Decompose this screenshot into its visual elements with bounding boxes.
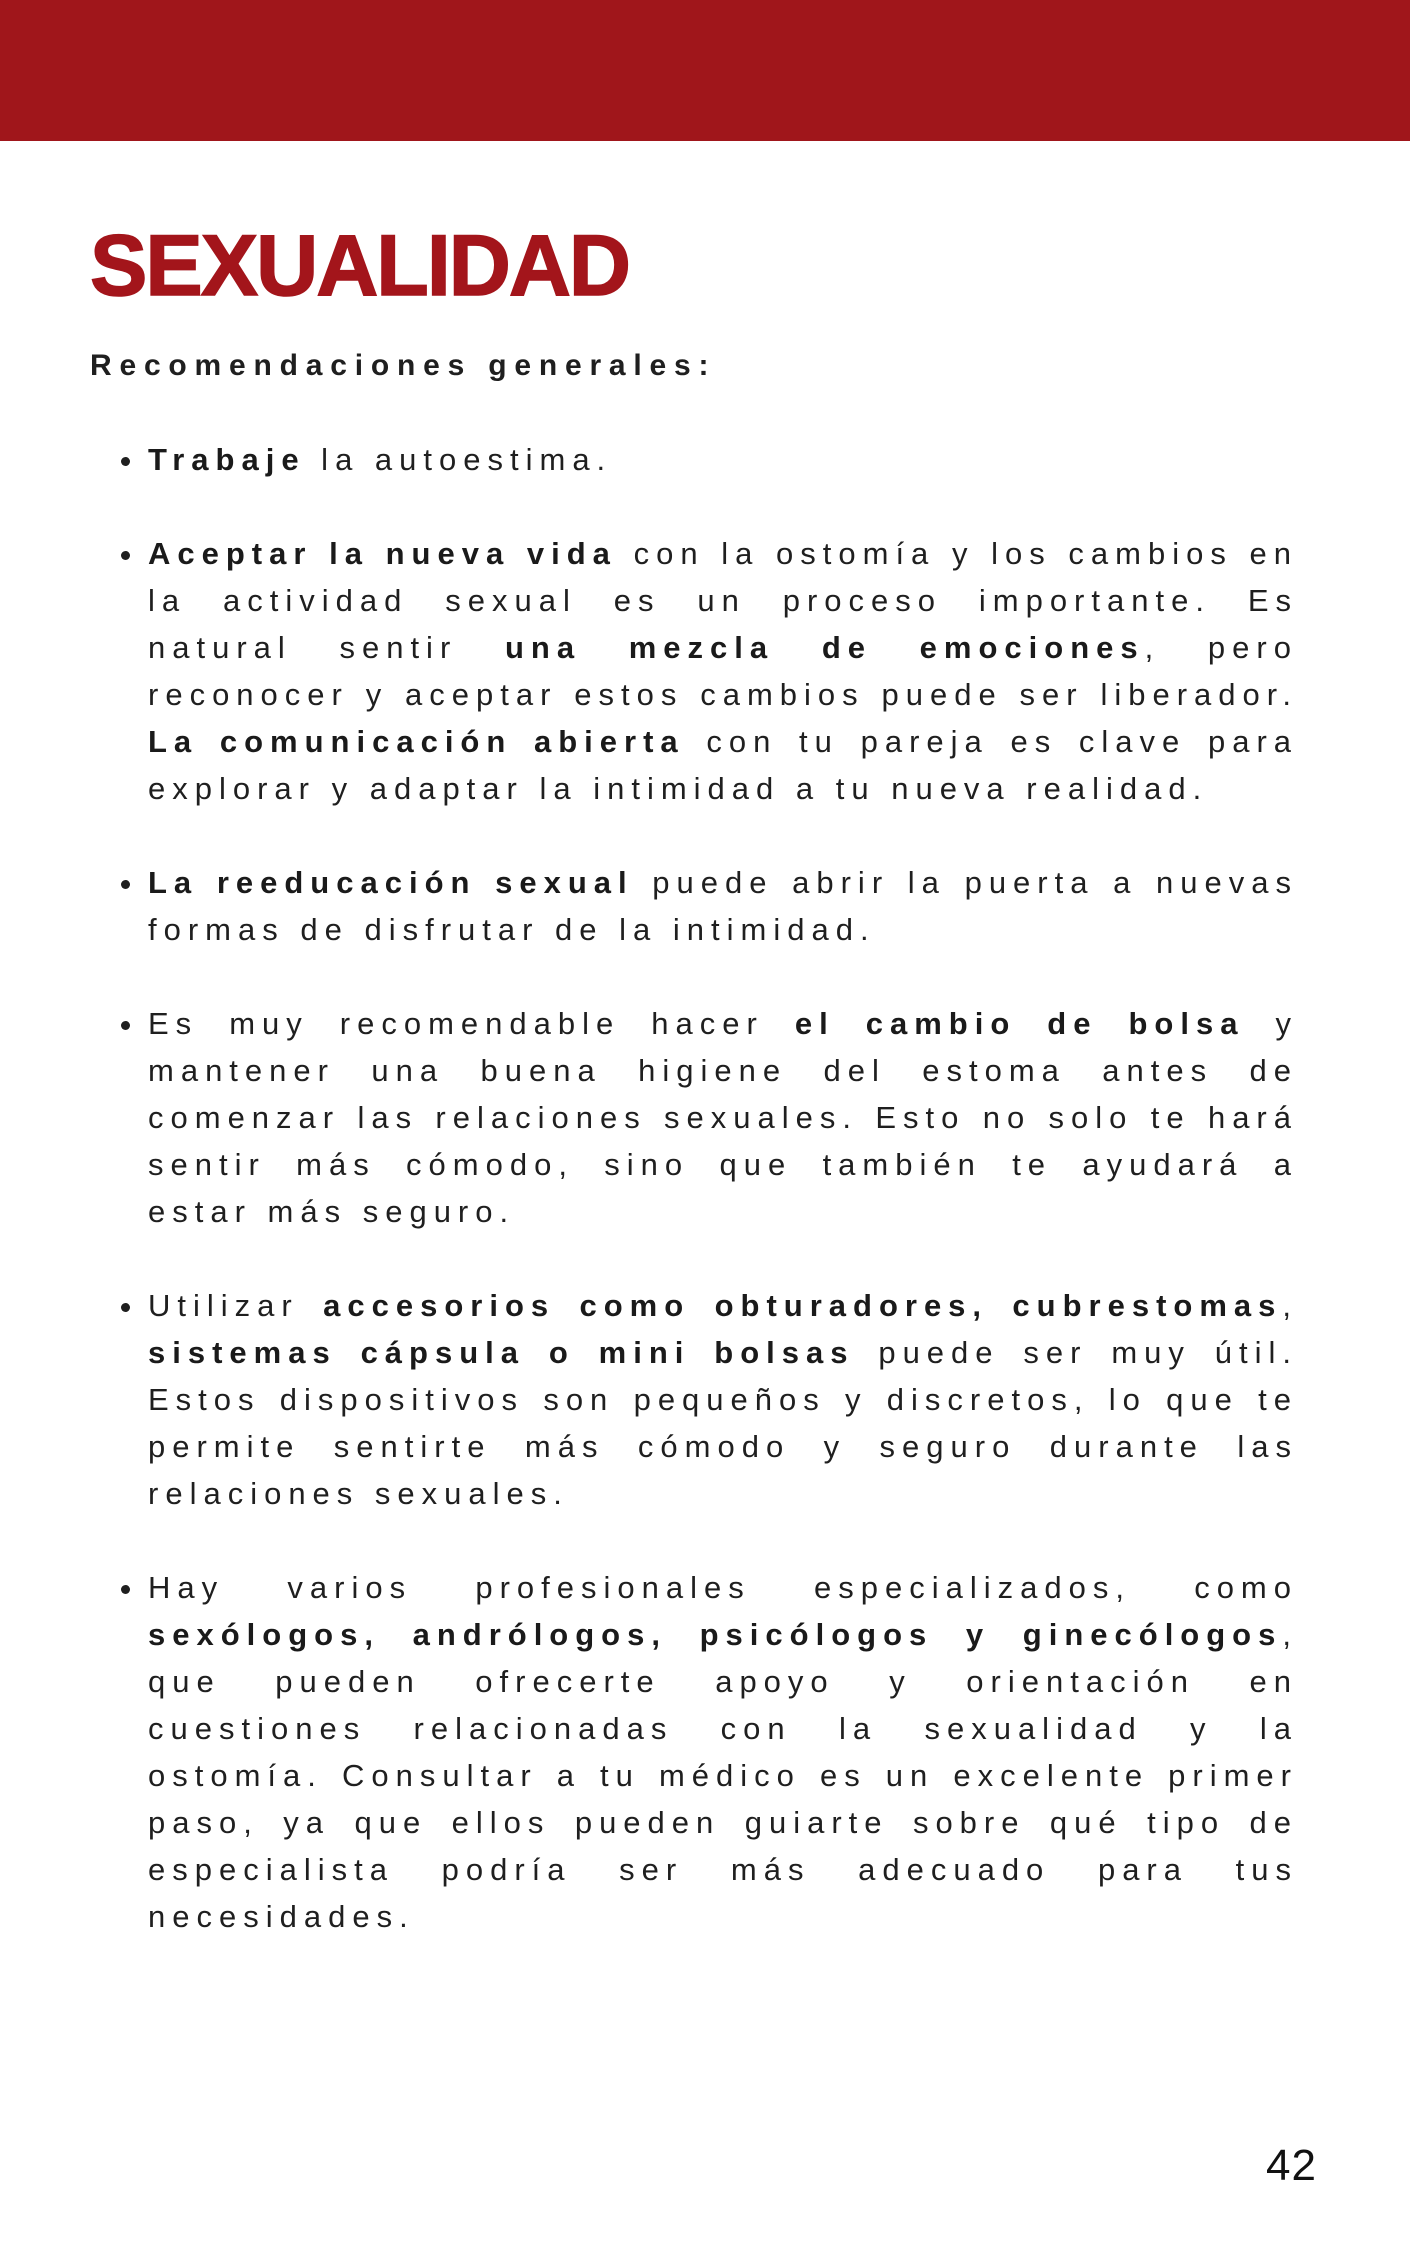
list-item xyxy=(148,436,1298,483)
page-number: 42 xyxy=(1266,2141,1317,2190)
body-text: puede abrir la puerta a nuevas formas de disfrutar de la intimidad. xyxy=(148,865,1298,947)
bullet-icon xyxy=(121,880,130,889)
section-heading: Recomendaciones generales: xyxy=(90,349,717,382)
page-content xyxy=(0,216,1410,1940)
bullet-icon xyxy=(121,1303,130,1312)
body-text: la autoestima. xyxy=(305,442,613,477)
bold-text: sistemas cápsula o mini bolsas xyxy=(148,1335,855,1370)
body-text: , que pueden ofrecerte apoyo y orientación en cuestiones relacionadas con la sexualidad y la ostomía. Consultar a tu médico es un excelente primer paso, ya que ellos pueden guiarte sobre qué tipo de especialista podría ser más adecuado para tus necesidades. xyxy=(148,1617,1298,1934)
list-item xyxy=(148,1564,1298,1940)
body-text: Utilizar xyxy=(148,1288,324,1323)
body-text: , xyxy=(1282,1288,1299,1323)
bold-text: accesorios como obturadores, cubrestomas xyxy=(323,1288,1283,1323)
body-text: , pero reconocer y aceptar estos cambios puede ser liberador. xyxy=(148,630,1298,712)
bold-text: sexólogos, andrólogos, psicólogos y ginecólogos xyxy=(148,1617,1283,1652)
bullet-icon xyxy=(121,1021,130,1030)
body-text: con la ostomía y los cambios en la actividad sexual es un proceso importante. Es natural sentir xyxy=(148,536,1299,665)
body-text: Hay varios profesionales especializados, como xyxy=(148,1570,1298,1605)
body-text: puede ser muy útil. Estos dispositivos son pequeños y discretos, lo que te permite sentirte más cómodo y seguro durante las relaciones sexuales. xyxy=(148,1335,1298,1511)
bold-text: La reeducación sexual xyxy=(148,865,634,900)
bullet-icon xyxy=(121,551,130,560)
body-text: y mantener una buena higiene del estoma antes de comenzar las relaciones sexuales. Esto no solo te hará sentir más cómodo, sino que también te ayudará a estar más seguro. xyxy=(148,1006,1298,1229)
page-title: SEXUALIDAD xyxy=(90,218,630,314)
bold-text: Trabaje xyxy=(148,442,306,477)
bullet-icon xyxy=(121,457,130,466)
list-item xyxy=(148,1282,1298,1517)
list-item xyxy=(148,1000,1298,1235)
bold-text: Aceptar la nueva vida xyxy=(148,536,617,571)
bold-text: una mezcla de emociones xyxy=(504,630,1145,665)
list-item xyxy=(148,859,1298,953)
bold-text: el cambio de bolsa xyxy=(794,1006,1245,1041)
recommendations-list xyxy=(90,436,1298,1940)
body-text: con tu pareja es clave para explorar y adaptar la intimidad a tu nueva realidad. xyxy=(148,724,1299,806)
list-item xyxy=(148,530,1298,812)
header-band xyxy=(0,0,1410,141)
bold-text: La comunicación abierta xyxy=(148,724,685,759)
body-text: Es muy recomendable hacer xyxy=(148,1006,795,1041)
bullet-icon xyxy=(121,1585,130,1594)
